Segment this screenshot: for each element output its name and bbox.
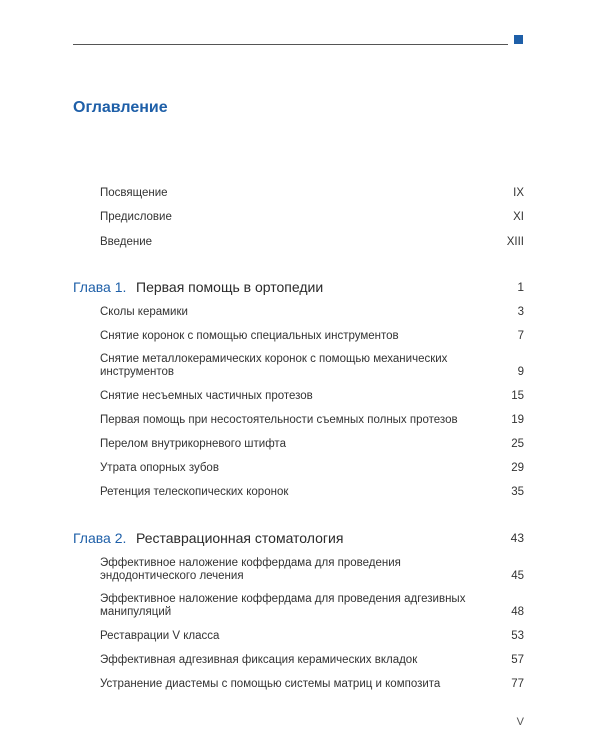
- toc-entry[interactable]: [100, 306, 524, 319]
- toc-chapter-2[interactable]: [73, 530, 524, 548]
- toc-entry-label: Сколы керамики: [100, 306, 188, 318]
- toc-entry[interactable]: [100, 236, 524, 249]
- toc-entry-page: 57: [511, 654, 524, 666]
- toc-entry-page: 77: [511, 678, 524, 690]
- toc-entry-page: 48: [511, 606, 524, 618]
- toc-title: Оглавление: [73, 99, 168, 116]
- toc-entry[interactable]: [100, 330, 524, 343]
- chapter-page: 1: [517, 280, 524, 294]
- toc-entry-page: 15: [511, 390, 524, 402]
- toc-entry-label: Посвящение: [100, 187, 168, 199]
- toc-entry-page: 53: [511, 630, 524, 642]
- toc-entry-label: Введение: [100, 236, 153, 248]
- chapter-number: Глава 1.: [73, 279, 127, 295]
- toc-entry-label: Предисловие: [100, 211, 172, 223]
- toc-entry[interactable]: [100, 486, 524, 499]
- toc-entry-page: XI: [513, 211, 524, 223]
- toc-entry-label: Эффективное наложение коффердама для проведения эндодонтического лечения: [100, 557, 401, 582]
- toc-entry[interactable]: [100, 593, 524, 619]
- toc-entry[interactable]: [100, 187, 524, 200]
- toc-entry[interactable]: [100, 211, 524, 224]
- toc-entry-label: Эффективное наложение коффердама для проведения адгезивных манипуляций: [100, 593, 466, 618]
- toc-entry-label: Первая помощь при несостоятельности съемных полных протезов: [100, 414, 458, 426]
- header-square-icon: [514, 35, 523, 44]
- toc-entry-page: 7: [517, 330, 524, 342]
- toc-entry[interactable]: [100, 462, 524, 475]
- toc-entry[interactable]: [100, 678, 524, 691]
- toc-entry-page: 3: [517, 306, 524, 318]
- toc-entry-label: Утрата опорных зубов: [100, 462, 219, 474]
- chapter-title: Первая помощь в ортопедии: [136, 279, 324, 295]
- toc-entry-label: Реставрации V класса: [100, 630, 220, 642]
- toc-entry-label: Снятие несъемных частичных протезов: [100, 390, 313, 402]
- toc-entry[interactable]: [100, 438, 524, 451]
- toc-entry[interactable]: [100, 630, 524, 643]
- toc-entry-label: Снятие металлокерамических коронок с помощью механических инструментов: [100, 353, 448, 378]
- toc-entry-page: 35: [511, 486, 524, 498]
- toc-entry-label: Эффективная адгезивная фиксация керамических вкладок: [100, 654, 418, 666]
- chapter-title: Реставрационная стоматология: [136, 530, 344, 546]
- toc-entry-page: 25: [511, 438, 524, 450]
- toc-entry-page: 9: [517, 366, 524, 378]
- chapter-page: 43: [510, 531, 524, 545]
- toc-chapter-1[interactable]: [73, 279, 524, 297]
- toc-entry-page: XIII: [506, 236, 524, 248]
- toc-entry-page: 19: [511, 414, 524, 426]
- toc-entry-label: Устранение диастемы с помощью системы матриц и композита: [100, 678, 441, 690]
- toc-entry-label: Ретенция телескопических коронок: [100, 486, 289, 498]
- page-number: V: [516, 716, 524, 728]
- toc-entry[interactable]: [100, 414, 524, 427]
- chapter-number: Глава 2.: [73, 530, 127, 546]
- toc-entry[interactable]: [100, 390, 524, 403]
- toc-entry-page: IX: [513, 187, 524, 199]
- toc-entry[interactable]: [100, 353, 524, 379]
- toc-entry-page: 45: [511, 570, 524, 582]
- header-rule: [73, 44, 508, 45]
- toc-entry-page: 29: [511, 462, 524, 474]
- toc-entry-label: Перелом внутрикорневого штифта: [100, 438, 286, 450]
- toc-entry[interactable]: [100, 557, 524, 583]
- toc-entry[interactable]: [100, 654, 524, 667]
- toc-entry-label: Снятие коронок с помощью специальных инструментов: [100, 330, 399, 342]
